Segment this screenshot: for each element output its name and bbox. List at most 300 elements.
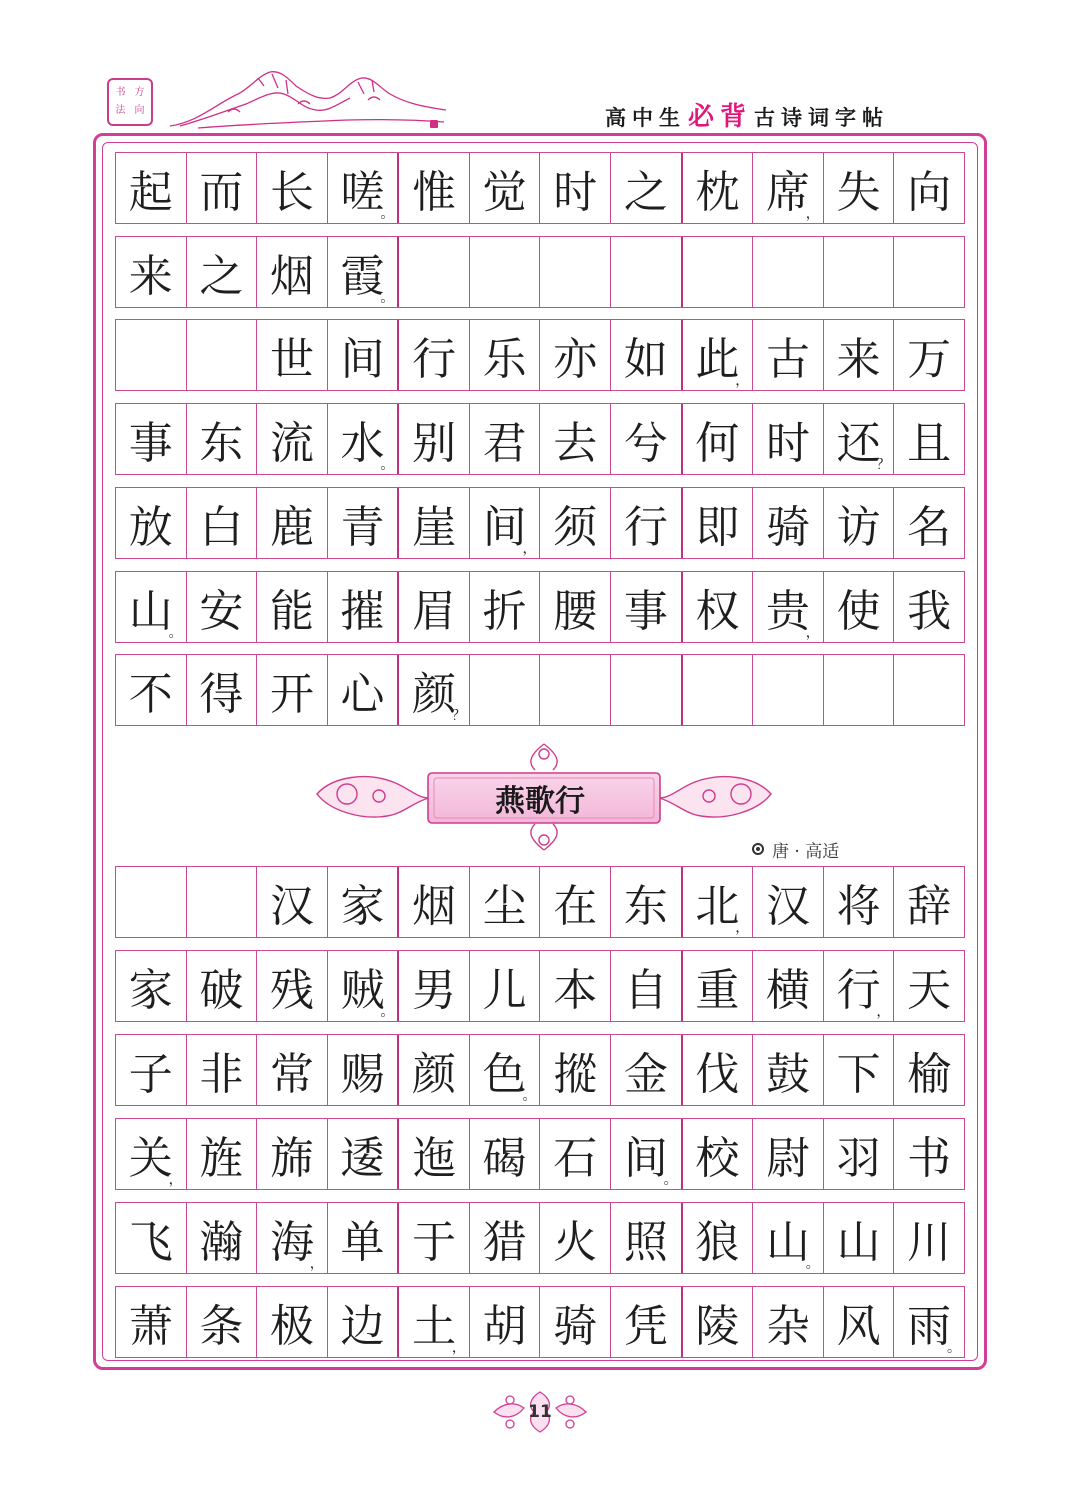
grid-cell (327, 1119, 398, 1189)
grid-cell (256, 1119, 327, 1189)
grid-character: 陵 (695, 1301, 740, 1352)
grid-cell (469, 951, 540, 1021)
punctuation-mark: 。 (805, 1256, 820, 1272)
grid-character: 事 (623, 586, 668, 637)
grid-character: 行 (623, 502, 668, 553)
grid-cell (823, 572, 894, 642)
grid-character: 颜 (412, 1049, 457, 1100)
grid-character: 胡 (482, 1301, 527, 1352)
grid-row (115, 950, 965, 1022)
grid-cell (397, 655, 469, 725)
grid-cell (752, 1203, 823, 1273)
title-accent: 必背 (688, 102, 753, 132)
grid-character: 腰 (553, 586, 598, 637)
grid-character: 烟 (269, 251, 314, 302)
grid-cell (116, 951, 186, 1021)
grid-cell (116, 1203, 186, 1273)
grid-cell (823, 320, 894, 390)
grid-character: 别 (412, 418, 457, 469)
grid-character: 得 (199, 669, 244, 720)
grid-cell (397, 1203, 469, 1273)
grid-character: 火 (553, 1217, 598, 1268)
grid-cell (823, 1035, 894, 1105)
grid-cell (186, 1035, 257, 1105)
grid-cell (186, 572, 257, 642)
grid-row (115, 571, 965, 643)
grid-character: 非 (199, 1049, 244, 1100)
grid-character: 本 (553, 965, 598, 1016)
grid-cell (893, 237, 964, 307)
grid-cell (539, 1203, 610, 1273)
grid-character: 失 (836, 167, 881, 218)
grid-cell (823, 655, 894, 725)
grid-cell (397, 1035, 469, 1105)
grid-character: 旌 (199, 1133, 244, 1184)
grid-character: 之 (623, 167, 668, 218)
punctuation-mark: ， (168, 1172, 183, 1188)
grid-cell (256, 1287, 327, 1357)
grid-character: 狼 (695, 1217, 740, 1268)
punctuation-mark: 。 (946, 1340, 961, 1356)
grid-character: 伐 (695, 1049, 740, 1100)
grid-cell (397, 237, 469, 307)
grid-cell (397, 1119, 469, 1189)
grid-cell (397, 951, 469, 1021)
grid-cell (893, 1035, 964, 1105)
grid-cell (186, 655, 257, 725)
grid-cell (116, 655, 186, 725)
grid-cell (256, 237, 327, 307)
grid-cell (186, 404, 257, 474)
grid-cell (256, 1035, 327, 1105)
grid-character: 校 (695, 1133, 740, 1184)
grid-cell (681, 1203, 753, 1273)
grid-cell (116, 320, 186, 390)
grid-character: 辞 (907, 881, 952, 932)
title-prefix: 高中生 (605, 106, 686, 130)
grid-cell (893, 655, 964, 725)
grid-character: 山 (128, 586, 173, 637)
grid-cell (752, 867, 823, 937)
grid-cell (256, 572, 327, 642)
grid-character: 白 (199, 502, 244, 553)
grid-character: 在 (553, 881, 598, 932)
grid-cell (823, 488, 894, 558)
grid-character: 迤 (412, 1133, 457, 1184)
grid-cell (186, 867, 257, 937)
grid-cell (681, 237, 753, 307)
grid-cell (327, 404, 398, 474)
grid-character: 而 (199, 167, 244, 218)
grid-cell (893, 572, 964, 642)
grid-row (115, 654, 965, 726)
grid-cell (823, 1287, 894, 1357)
grid-character: 使 (836, 586, 881, 637)
grid-character: 向 (907, 167, 952, 218)
grid-cell (893, 867, 964, 937)
grid-character: 事 (128, 418, 173, 469)
grid-character: 飞 (128, 1217, 173, 1268)
grid-character: 海 (269, 1217, 314, 1268)
grid-cell (539, 1119, 610, 1189)
grid-cell (116, 1119, 186, 1189)
grid-character: 水 (340, 418, 385, 469)
grid-cell (327, 572, 398, 642)
grid-character: 兮 (623, 418, 668, 469)
grid-character: 鹿 (269, 502, 314, 553)
grid-cell (116, 1035, 186, 1105)
grid-cell (610, 655, 681, 725)
grid-character: 崖 (412, 502, 457, 553)
grid-character: 折 (482, 586, 527, 637)
grid-character: 即 (695, 502, 740, 553)
grid-cell (681, 572, 753, 642)
grid-cell (893, 1119, 964, 1189)
grid-cell (186, 1203, 257, 1273)
grid-character: 亦 (553, 334, 598, 385)
grid-cell (327, 1203, 398, 1273)
grid-cell (186, 1119, 257, 1189)
grid-cell (681, 1035, 753, 1105)
grid-character: 贼 (340, 965, 385, 1016)
grid-character: 金 (623, 1049, 668, 1100)
grid-character: 烟 (412, 881, 457, 932)
seal-char: 方 (134, 87, 145, 98)
grid-cell (116, 867, 186, 937)
grid-character: 于 (412, 1217, 457, 1268)
brand-seal-logo (107, 78, 153, 126)
grid-cell (397, 153, 469, 223)
grid-character: 骑 (553, 1301, 598, 1352)
grid-row (115, 403, 965, 475)
grid-character: 东 (199, 418, 244, 469)
grid-character: 关 (128, 1133, 173, 1184)
grid-character: 权 (695, 586, 740, 637)
grid-character: 觉 (482, 167, 527, 218)
grid-character: 家 (128, 965, 173, 1016)
grid-character: 来 (128, 251, 173, 302)
grid-character: 东 (623, 881, 668, 932)
grid-character: 心 (340, 669, 385, 720)
grid-cell (823, 404, 894, 474)
grid-character: 行 (412, 334, 457, 385)
grid-cell (539, 1287, 610, 1357)
grid-character: 之 (199, 251, 244, 302)
grid-character: 霞 (340, 251, 385, 302)
grid-character: 汉 (269, 881, 314, 932)
grid-character: 萧 (128, 1301, 173, 1352)
grid-character: 川 (907, 1217, 952, 1268)
punctuation-mark: ？ (876, 457, 891, 473)
grid-character: 色 (482, 1049, 527, 1100)
grid-cell (327, 867, 398, 937)
grid-cell (681, 1119, 753, 1189)
grid-cell (256, 404, 327, 474)
grid-character: 羽 (836, 1133, 881, 1184)
grid-character: 须 (553, 502, 598, 553)
punctuation-mark: ， (451, 1340, 466, 1356)
grid-character: 赐 (340, 1049, 385, 1100)
grid-character: 旆 (269, 1133, 314, 1184)
grid-cell (752, 488, 823, 558)
grid-character: 君 (482, 418, 527, 469)
grid-cell (186, 488, 257, 558)
grid-cell (256, 153, 327, 223)
title-suffix: 古诗词字帖 (754, 106, 890, 130)
grid-cell (681, 488, 753, 558)
punctuation-mark: 。 (380, 206, 395, 222)
grid-cell (610, 572, 681, 642)
grid-cell (327, 655, 398, 725)
grid-cell (256, 488, 327, 558)
grid-character: 儿 (482, 965, 527, 1016)
grid-cell (327, 237, 398, 307)
grid-cell (186, 320, 257, 390)
grid-cell (610, 1035, 681, 1105)
grid-cell (681, 1287, 753, 1357)
grid-cell (186, 1287, 257, 1357)
grid-character: 访 (836, 502, 881, 553)
grid-cell (752, 655, 823, 725)
grid-cell (893, 488, 964, 558)
grid-character: 条 (199, 1301, 244, 1352)
book-series-title (605, 96, 945, 136)
grid-cell (469, 1035, 540, 1105)
grid-cell (752, 237, 823, 307)
grid-character: 眉 (412, 586, 457, 637)
grid-character: 土 (412, 1301, 457, 1352)
grid-cell (681, 320, 753, 390)
seal-char: 法 (115, 105, 126, 116)
grid-character: 古 (765, 334, 810, 385)
grid-cell (327, 153, 398, 223)
page-number: 11 (528, 1402, 552, 1422)
grid-cell (823, 1119, 894, 1189)
grid-row (115, 152, 965, 224)
grid-cell (610, 1287, 681, 1357)
grid-cell (469, 153, 540, 223)
grid-cell (610, 951, 681, 1021)
grid-character: 何 (695, 418, 740, 469)
grid-character: 青 (340, 502, 385, 553)
grid-cell (397, 404, 469, 474)
bullet-icon (752, 843, 764, 855)
grid-character: 此 (695, 334, 740, 385)
poem-title: 燕歌行 (495, 784, 585, 819)
grid-character: 书 (907, 1133, 952, 1184)
grid-character: 惟 (412, 167, 457, 218)
grid-character: 间 (340, 334, 385, 385)
grid-row (115, 866, 965, 938)
grid-cell (752, 1287, 823, 1357)
grid-cell (610, 1203, 681, 1273)
grid-cell (823, 153, 894, 223)
grid-cell (539, 951, 610, 1021)
grid-cell (539, 867, 610, 937)
grid-character: 如 (623, 334, 668, 385)
grid-character: 席 (765, 167, 810, 218)
punctuation-mark: ， (735, 920, 750, 936)
punctuation-mark: ， (876, 1004, 891, 1020)
grid-character: 石 (553, 1133, 598, 1184)
seal-char: 书 (115, 87, 126, 98)
grid-character: 流 (269, 418, 314, 469)
grid-cell (610, 488, 681, 558)
grid-character: 放 (128, 502, 173, 553)
grid-cell (116, 237, 186, 307)
grid-character: 枕 (695, 167, 740, 218)
grid-character: 行 (836, 965, 881, 1016)
grid-cell (116, 153, 186, 223)
grid-row (115, 1286, 965, 1358)
punctuation-mark: 。 (380, 290, 395, 306)
grid-character: 还 (836, 418, 881, 469)
grid-character: 碣 (482, 1133, 527, 1184)
grid-cell (116, 572, 186, 642)
grid-cell (610, 153, 681, 223)
grid-character: 逶 (340, 1133, 385, 1184)
grid-character: 天 (907, 965, 952, 1016)
grid-cell (752, 951, 823, 1021)
grid-character: 世 (269, 334, 314, 385)
grid-cell (752, 320, 823, 390)
grid-cell (681, 404, 753, 474)
grid-cell (397, 572, 469, 642)
grid-cell (327, 1035, 398, 1105)
grid-character: 时 (765, 418, 810, 469)
grid-character: 名 (907, 502, 952, 553)
grid-cell (893, 951, 964, 1021)
grid-character: 山 (836, 1217, 881, 1268)
punctuation-mark: 。 (380, 1004, 395, 1020)
grid-character: 极 (269, 1301, 314, 1352)
grid-character: 摧 (340, 586, 385, 637)
grid-cell (539, 655, 610, 725)
grid-character: 去 (553, 418, 598, 469)
grid-cell (539, 572, 610, 642)
grid-character: 开 (269, 669, 314, 720)
grid-character: 起 (128, 167, 173, 218)
grid-cell (186, 237, 257, 307)
mountain-illustration (168, 64, 448, 132)
grid-cell (256, 655, 327, 725)
grid-row (115, 319, 965, 391)
grid-character: 间 (482, 502, 527, 553)
grid-cell (823, 867, 894, 937)
grid-character: 长 (269, 167, 314, 218)
grid-character: 能 (269, 586, 314, 637)
grid-cell (610, 1119, 681, 1189)
grid-character: 尘 (482, 881, 527, 932)
punctuation-mark: ， (522, 541, 537, 557)
grid-cell (469, 1203, 540, 1273)
punctuation-mark: 。 (380, 457, 395, 473)
grid-cell (681, 867, 753, 937)
grid-cell (469, 320, 540, 390)
grid-character: 男 (412, 965, 457, 1016)
punctuation-mark: ， (805, 625, 820, 641)
grid-cell (539, 153, 610, 223)
grid-cell (610, 237, 681, 307)
byline-text: 唐 · 高适 (772, 841, 840, 862)
grid-character: 残 (269, 965, 314, 1016)
grid-character: 来 (836, 334, 881, 385)
grid-cell (397, 867, 469, 937)
grid-character: 猎 (482, 1217, 527, 1268)
grid-cell (823, 951, 894, 1021)
grid-cell (752, 1119, 823, 1189)
grid-character: 万 (907, 334, 952, 385)
grid-cell (610, 867, 681, 937)
grid-cell (469, 1287, 540, 1357)
grid-row (115, 487, 965, 559)
grid-character: 间 (623, 1133, 668, 1184)
grid-cell (610, 404, 681, 474)
punctuation-mark: 。 (168, 625, 183, 641)
grid-cell (823, 237, 894, 307)
grid-cell (397, 1287, 469, 1357)
grid-row (115, 1034, 965, 1106)
grid-row (115, 1118, 965, 1190)
punctuation-mark: ？ (451, 708, 466, 724)
grid-character: 边 (340, 1301, 385, 1352)
grid-cell (327, 951, 398, 1021)
grid-character: 照 (623, 1217, 668, 1268)
grid-character: 凭 (623, 1301, 668, 1352)
grid-character: 时 (553, 167, 598, 218)
grid-row (115, 236, 965, 308)
grid-character: 我 (907, 586, 952, 637)
grid-cell (539, 320, 610, 390)
punctuation-mark: ， (805, 206, 820, 222)
grid-cell (893, 320, 964, 390)
grid-character: 榆 (907, 1049, 952, 1100)
grid-cell (116, 1287, 186, 1357)
grid-character: 尉 (765, 1133, 810, 1184)
grid-character: 将 (836, 881, 881, 932)
grid-character: 风 (836, 1301, 881, 1352)
seal-char: 向 (134, 105, 145, 116)
grid-cell (256, 1203, 327, 1273)
grid-character: 嗟 (340, 167, 385, 218)
grid-cell (539, 237, 610, 307)
grid-character: 杂 (765, 1301, 810, 1352)
grid-cell (256, 320, 327, 390)
grid-cell (327, 1287, 398, 1357)
grid-character: 常 (269, 1049, 314, 1100)
grid-character: 颜 (412, 669, 457, 720)
grid-row (115, 1202, 965, 1274)
grid-character: 家 (340, 881, 385, 932)
grid-cell (539, 488, 610, 558)
grid-cell (256, 951, 327, 1021)
grid-character: 乐 (482, 334, 527, 385)
grid-cell (681, 655, 753, 725)
grid-cell (469, 488, 540, 558)
grid-character: 下 (836, 1049, 881, 1100)
grid-cell (469, 1119, 540, 1189)
grid-cell (397, 488, 469, 558)
grid-cell (752, 572, 823, 642)
grid-cell (752, 404, 823, 474)
grid-cell (469, 867, 540, 937)
grid-character: 山 (765, 1217, 810, 1268)
grid-character: 摐 (553, 1049, 598, 1100)
grid-character: 子 (128, 1049, 173, 1100)
grid-character: 汉 (765, 881, 810, 932)
poem-byline (752, 836, 892, 862)
grid-character: 贵 (765, 586, 810, 637)
